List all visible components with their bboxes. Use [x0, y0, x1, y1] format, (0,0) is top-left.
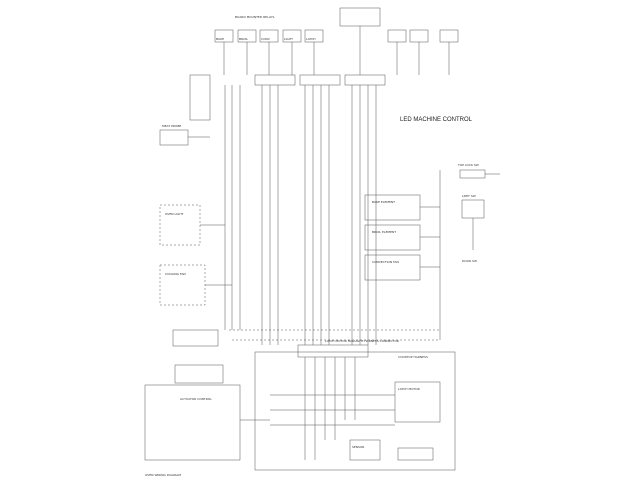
right-label-limit: LIMIT SW: [462, 194, 476, 198]
component-oven-light: OVEN LIGHT: [165, 212, 184, 216]
component-cooling-fan: COOLING FAN: [165, 272, 186, 276]
relay-label-bake: BAKE: [216, 37, 224, 41]
component-broil-element: BROIL ELEMENT: [372, 230, 397, 234]
relay-label-conv: CONV: [261, 37, 270, 41]
component-meat-probe: MEAT PROBE: [162, 124, 182, 128]
component-bake-element: BAKE ELEMENT: [372, 200, 395, 204]
right-label-top-lock: TOP LOCK SW: [458, 163, 479, 167]
relay-label-light: LIGHT: [284, 37, 293, 41]
component-convection-fan: CONVECTION FAN: [372, 260, 399, 264]
board-mounted-label: BOARD MOUNTED RELAYS: [235, 15, 275, 19]
relay-label-broil: BROIL: [239, 37, 249, 41]
diagram-title: LED MACHINE CONTROL: [400, 117, 473, 123]
actuator-label: ACTUATOR CONTROL: [180, 397, 212, 401]
harness-label: LATCH MOTOR FAN/LIGHT HARNESS CONNECTOR: [325, 339, 399, 343]
component-latch-motor: LATCH MOTOR: [398, 387, 420, 391]
footer-label: OVEN WIRING DIAGRAM: [145, 473, 181, 477]
relay-label-latch: LATCH: [306, 37, 316, 41]
component-sensor: SENSOR: [352, 445, 365, 449]
right-label-door: DOOR SW: [462, 259, 477, 263]
cooktop-harness-label: COOKTOP HARNESS: [398, 355, 428, 359]
